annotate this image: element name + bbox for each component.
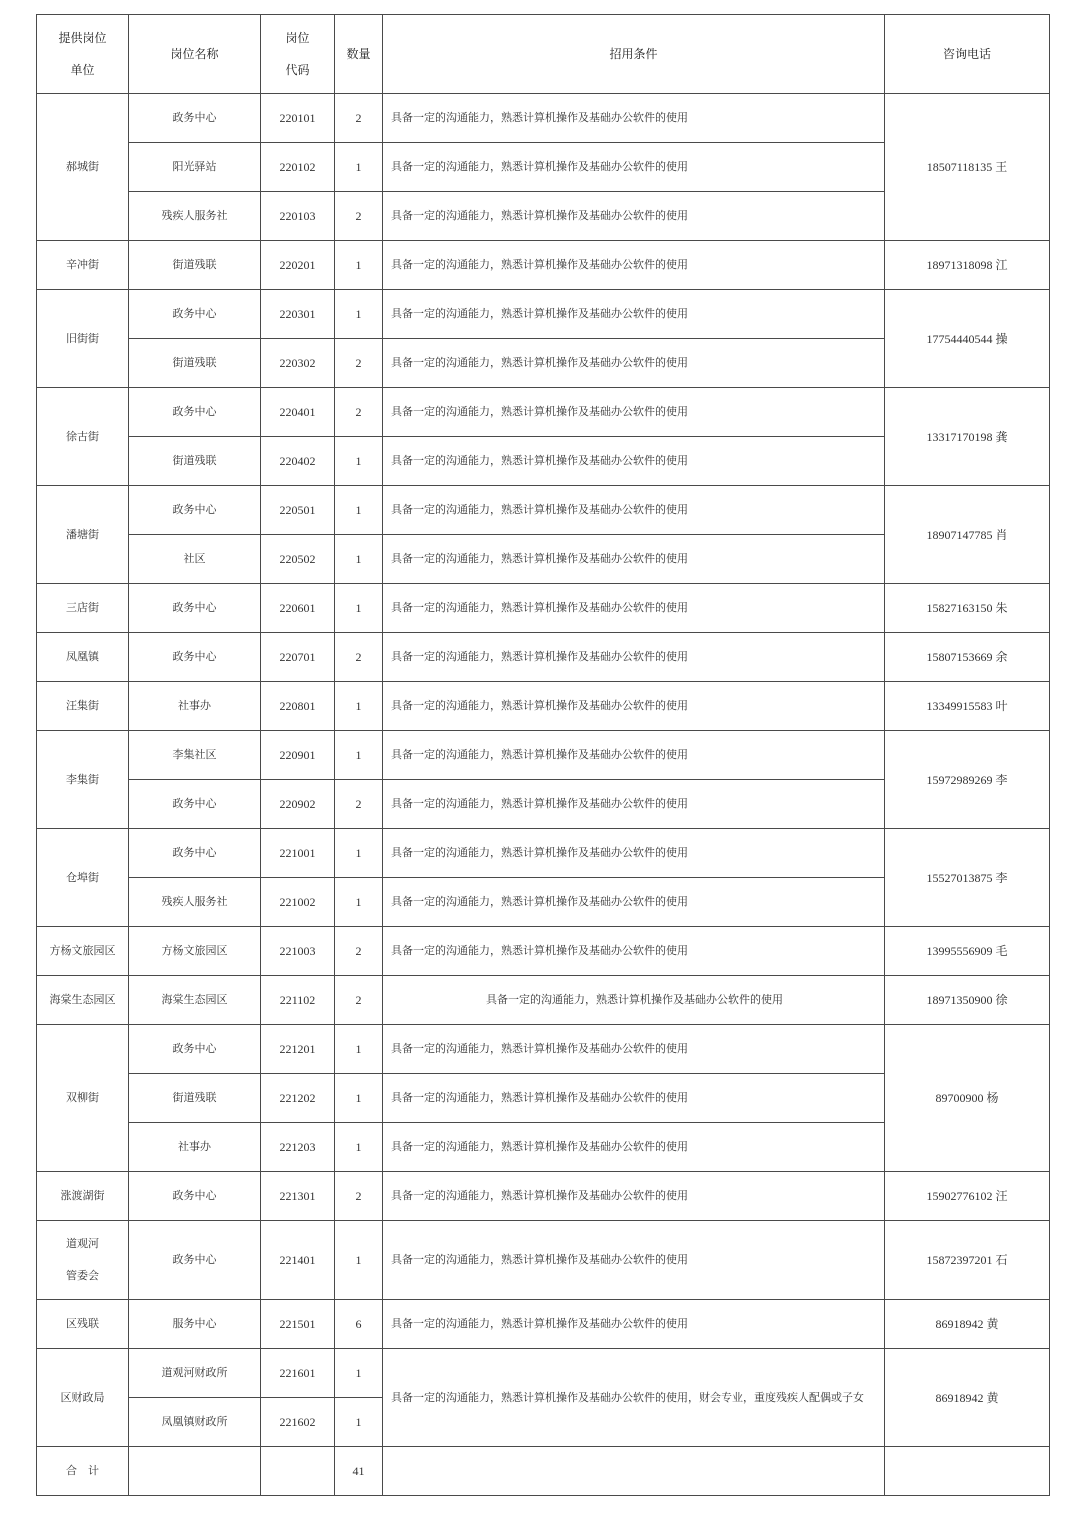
- post-condition: 具备一定的沟通能力，熟悉计算机操作及基础办公软件的使用: [383, 976, 885, 1025]
- post-name: 政务中心: [129, 780, 261, 829]
- post-code: 221001: [261, 829, 335, 878]
- post-name: 街道残联: [129, 241, 261, 290]
- post-condition: 具备一定的沟通能力，熟悉计算机操作及基础办公软件的使用，财会专业，重度残疾人配偶或子女: [383, 1349, 885, 1447]
- header-unit: 提供岗位 单位: [37, 15, 129, 94]
- post-condition: 具备一定的沟通能力，熟悉计算机操作及基础办公软件的使用: [383, 290, 885, 339]
- post-code: 220801: [261, 682, 335, 731]
- post-condition: 具备一定的沟通能力，熟悉计算机操作及基础办公软件的使用: [383, 584, 885, 633]
- header-count: 数量: [335, 15, 383, 94]
- post-count: 2: [335, 780, 383, 829]
- table-row: [37, 633, 1050, 682]
- post-count: 1: [335, 682, 383, 731]
- post-code: 220302: [261, 339, 335, 388]
- post-code: 220902: [261, 780, 335, 829]
- post-condition: 具备一定的沟通能力，熟悉计算机操作及基础办公软件的使用: [383, 535, 885, 584]
- post-name: 街道残联: [129, 437, 261, 486]
- post-condition: 具备一定的沟通能力，熟悉计算机操作及基础办公软件的使用: [383, 780, 885, 829]
- post-code: 221203: [261, 1123, 335, 1172]
- phone-cell: 17754440544 操: [885, 290, 1050, 388]
- post-count: 1: [335, 1349, 383, 1398]
- post-code: 221501: [261, 1300, 335, 1349]
- phone-cell: 13317170198 龚: [885, 388, 1050, 486]
- unit-cell: 方杨文旅园区: [37, 927, 129, 976]
- table-row: [37, 94, 1050, 143]
- recruitment-table-document: [36, 14, 1050, 1496]
- phone-cell: 15827163150 朱: [885, 584, 1050, 633]
- post-code: 220901: [261, 731, 335, 780]
- post-count: 1: [335, 1221, 383, 1300]
- post-code: 220601: [261, 584, 335, 633]
- post-condition: 具备一定的沟通能力，熟悉计算机操作及基础办公软件的使用: [383, 486, 885, 535]
- table-row: [37, 241, 1050, 290]
- post-name: 政务中心: [129, 486, 261, 535]
- post-code: 221401: [261, 1221, 335, 1300]
- unit-cell: 辛冲街: [37, 241, 129, 290]
- table-row: [37, 829, 1050, 878]
- post-count: 2: [335, 976, 383, 1025]
- table-row: [37, 584, 1050, 633]
- phone-cell: 15972989269 李: [885, 731, 1050, 829]
- header-code: 岗位 代码: [261, 15, 335, 94]
- post-count: 1: [335, 878, 383, 927]
- post-name: 政务中心: [129, 290, 261, 339]
- table-row: [37, 1349, 1050, 1398]
- header-condition: 招用条件: [383, 15, 885, 94]
- post-name: 政务中心: [129, 829, 261, 878]
- post-name: 阳光驿站: [129, 143, 261, 192]
- post-count: 2: [335, 1172, 383, 1221]
- header-phone: 咨询电话: [885, 15, 1050, 94]
- unit-cell: 道观河 管委会: [37, 1221, 129, 1300]
- post-count: 1: [335, 290, 383, 339]
- table-row: [37, 388, 1050, 437]
- post-name: 残疾人服务社: [129, 192, 261, 241]
- post-count: 1: [335, 241, 383, 290]
- post-name: 道观河财政所: [129, 1349, 261, 1398]
- unit-cell: 汪集街: [37, 682, 129, 731]
- post-count: 2: [335, 927, 383, 976]
- phone-cell: 18971350900 徐: [885, 976, 1050, 1025]
- post-condition: 具备一定的沟通能力，熟悉计算机操作及基础办公软件的使用: [383, 437, 885, 486]
- post-name: 政务中心: [129, 1221, 261, 1300]
- post-condition: 具备一定的沟通能力，熟悉计算机操作及基础办公软件的使用: [383, 633, 885, 682]
- post-count: 1: [335, 486, 383, 535]
- post-count: 1: [335, 1025, 383, 1074]
- table-row: [37, 731, 1050, 780]
- post-count: 1: [335, 1123, 383, 1172]
- post-name: 政务中心: [129, 584, 261, 633]
- post-code: 221301: [261, 1172, 335, 1221]
- post-code: 220101: [261, 94, 335, 143]
- post-code: 220701: [261, 633, 335, 682]
- post-count: 2: [335, 192, 383, 241]
- table-row: [37, 927, 1050, 976]
- unit-cell: 郝城街: [37, 94, 129, 241]
- post-name: 李集社区: [129, 731, 261, 780]
- table-row: [37, 486, 1050, 535]
- post-code: 220103: [261, 192, 335, 241]
- phone-cell: 15527013875 李: [885, 829, 1050, 927]
- post-count: 2: [335, 339, 383, 388]
- phone-cell: 15902776102 汪: [885, 1172, 1050, 1221]
- unit-cell: 双柳街: [37, 1025, 129, 1172]
- empty-cell: [885, 1447, 1050, 1496]
- post-name: 凤凰镇财政所: [129, 1398, 261, 1447]
- post-condition: 具备一定的沟通能力，熟悉计算机操作及基础办公软件的使用: [383, 731, 885, 780]
- post-condition: 具备一定的沟通能力，熟悉计算机操作及基础办公软件的使用: [383, 878, 885, 927]
- post-condition: 具备一定的沟通能力，熟悉计算机操作及基础办公软件的使用: [383, 94, 885, 143]
- empty-cell: [261, 1447, 335, 1496]
- post-code: 220201: [261, 241, 335, 290]
- post-count: 2: [335, 388, 383, 437]
- unit-cell: 旧街街: [37, 290, 129, 388]
- post-name: 社区: [129, 535, 261, 584]
- post-count: 1: [335, 1398, 383, 1447]
- total-count: 41: [335, 1447, 383, 1496]
- post-code: 221602: [261, 1398, 335, 1447]
- total-label: 合 计: [37, 1447, 129, 1496]
- unit-cell: 仓埠街: [37, 829, 129, 927]
- post-condition: 具备一定的沟通能力，熟悉计算机操作及基础办公软件的使用: [383, 192, 885, 241]
- post-name: 政务中心: [129, 1025, 261, 1074]
- post-code: 220301: [261, 290, 335, 339]
- phone-cell: 15872397201 石: [885, 1221, 1050, 1300]
- unit-cell: 区残联: [37, 1300, 129, 1349]
- post-condition: 具备一定的沟通能力，熟悉计算机操作及基础办公软件的使用: [383, 1123, 885, 1172]
- table-row: [37, 1025, 1050, 1074]
- post-count: 1: [335, 535, 383, 584]
- unit-cell: 李集街: [37, 731, 129, 829]
- post-code: 220402: [261, 437, 335, 486]
- post-code: 221201: [261, 1025, 335, 1074]
- post-code: 220102: [261, 143, 335, 192]
- empty-cell: [383, 1447, 885, 1496]
- post-condition: 具备一定的沟通能力，熟悉计算机操作及基础办公软件的使用: [383, 1300, 885, 1349]
- post-condition: 具备一定的沟通能力，熟悉计算机操作及基础办公软件的使用: [383, 829, 885, 878]
- post-code: 220501: [261, 486, 335, 535]
- header-name: 岗位名称: [129, 15, 261, 94]
- post-code: 221002: [261, 878, 335, 927]
- post-code: 220401: [261, 388, 335, 437]
- post-name: 社事办: [129, 1123, 261, 1172]
- post-count: 1: [335, 437, 383, 486]
- post-condition: 具备一定的沟通能力，熟悉计算机操作及基础办公软件的使用: [383, 143, 885, 192]
- post-count: 1: [335, 731, 383, 780]
- phone-cell: 13349915583 叶: [885, 682, 1050, 731]
- post-name: 服务中心: [129, 1300, 261, 1349]
- phone-cell: 18971318098 江: [885, 241, 1050, 290]
- post-name: 残疾人服务社: [129, 878, 261, 927]
- phone-cell: 18907147785 肖: [885, 486, 1050, 584]
- phone-cell: 89700900 杨: [885, 1025, 1050, 1172]
- post-count: 6: [335, 1300, 383, 1349]
- unit-cell: 三店街: [37, 584, 129, 633]
- phone-cell: 13995556909 毛: [885, 927, 1050, 976]
- table-row: [37, 1221, 1050, 1300]
- post-name: 社事办: [129, 682, 261, 731]
- unit-cell: 涨渡湖街: [37, 1172, 129, 1221]
- post-name: 街道残联: [129, 1074, 261, 1123]
- post-name: 政务中心: [129, 1172, 261, 1221]
- phone-cell: 15807153669 余: [885, 633, 1050, 682]
- post-condition: 具备一定的沟通能力，熟悉计算机操作及基础办公软件的使用: [383, 388, 885, 437]
- post-code: 221202: [261, 1074, 335, 1123]
- post-count: 2: [335, 633, 383, 682]
- phone-cell: 86918942 黄: [885, 1300, 1050, 1349]
- unit-cell: 潘塘街: [37, 486, 129, 584]
- recruitment-table: [36, 14, 1050, 1496]
- post-count: 1: [335, 829, 383, 878]
- post-code: 221102: [261, 976, 335, 1025]
- post-name: 方杨文旅园区: [129, 927, 261, 976]
- post-code: 221003: [261, 927, 335, 976]
- post-condition: 具备一定的沟通能力，熟悉计算机操作及基础办公软件的使用: [383, 1221, 885, 1300]
- phone-cell: 86918942 黄: [885, 1349, 1050, 1447]
- post-name: 海棠生态园区: [129, 976, 261, 1025]
- post-condition: 具备一定的沟通能力，熟悉计算机操作及基础办公软件的使用: [383, 1172, 885, 1221]
- unit-cell: 徐古街: [37, 388, 129, 486]
- unit-cell: 凤凰镇: [37, 633, 129, 682]
- unit-cell: 区财政局: [37, 1349, 129, 1447]
- post-name: 政务中心: [129, 388, 261, 437]
- table-row: [37, 682, 1050, 731]
- post-condition: 具备一定的沟通能力，熟悉计算机操作及基础办公软件的使用: [383, 241, 885, 290]
- post-condition: 具备一定的沟通能力，熟悉计算机操作及基础办公软件的使用: [383, 682, 885, 731]
- post-count: 1: [335, 143, 383, 192]
- post-count: 1: [335, 584, 383, 633]
- table-row: [37, 1300, 1050, 1349]
- post-count: 2: [335, 94, 383, 143]
- phone-cell: 18507118135 王: [885, 94, 1050, 241]
- post-name: 政务中心: [129, 633, 261, 682]
- post-code: 220502: [261, 535, 335, 584]
- post-count: 1: [335, 1074, 383, 1123]
- total-row: [37, 1447, 1050, 1496]
- header-row: [37, 15, 1050, 94]
- post-condition: 具备一定的沟通能力，熟悉计算机操作及基础办公软件的使用: [383, 339, 885, 388]
- unit-cell: 海棠生态园区: [37, 976, 129, 1025]
- post-condition: 具备一定的沟通能力，熟悉计算机操作及基础办公软件的使用: [383, 1074, 885, 1123]
- empty-cell: [129, 1447, 261, 1496]
- post-name: 政务中心: [129, 94, 261, 143]
- table-row: [37, 976, 1050, 1025]
- post-condition: 具备一定的沟通能力，熟悉计算机操作及基础办公软件的使用: [383, 1025, 885, 1074]
- table-row: [37, 1172, 1050, 1221]
- table-row: [37, 290, 1050, 339]
- post-condition: 具备一定的沟通能力，熟悉计算机操作及基础办公软件的使用: [383, 927, 885, 976]
- post-name: 街道残联: [129, 339, 261, 388]
- post-code: 221601: [261, 1349, 335, 1398]
